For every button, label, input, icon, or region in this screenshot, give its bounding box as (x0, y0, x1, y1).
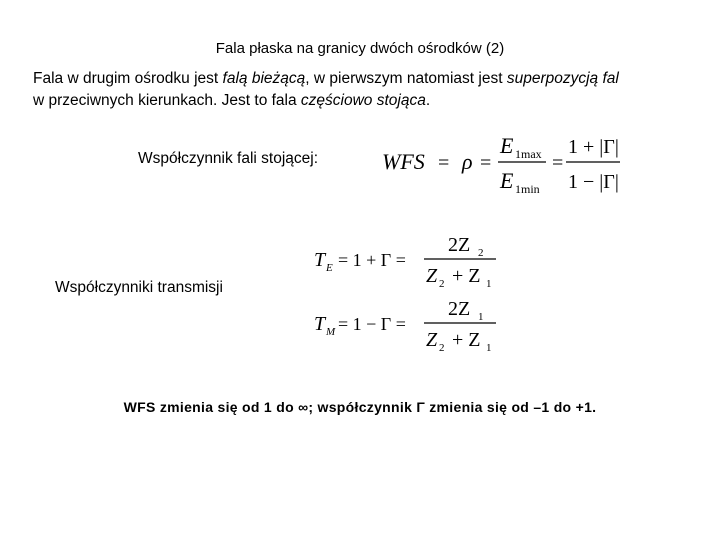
intro-emphasis: superpozycją fal (506, 70, 619, 87)
te-sub: E (326, 262, 333, 274)
wfs-formula (376, 128, 626, 198)
slide-title: Fala płaska na granicy dwóch ośrodków (2) (215, 40, 505, 57)
gamma-denominator: 1 − |Γ| (568, 171, 619, 193)
te-den-z2-sub: 2 (439, 278, 445, 290)
te-var: T (314, 249, 326, 271)
transmission-label: Współczynniki transmisji (55, 279, 223, 296)
tm-den-z2: Z (426, 329, 438, 351)
range-note: WFS zmienia się od 1 do ∞; współczynnik Γ zmienia się od –1 do +1. (123, 399, 597, 415)
tm-numerator-sub: 1 (478, 311, 484, 323)
rho-symbol: ρ (462, 149, 473, 174)
e-max-sub: 1max (515, 147, 542, 161)
intro-line-2 (33, 92, 718, 110)
equals-sign: = (480, 152, 492, 174)
intro-line-1 (33, 70, 718, 88)
te-den-z1: + Z (452, 265, 481, 287)
te-formula (310, 232, 510, 290)
gamma-numerator: 1 + |Γ| (568, 136, 619, 158)
tm-den-z2-sub: 2 (439, 342, 445, 354)
tm-den-z1: + Z (452, 329, 481, 351)
e-min-var: E (500, 168, 514, 193)
tm-var: T (314, 313, 326, 335)
e-max-var: E (500, 133, 514, 158)
te-den-z2: Z (426, 265, 438, 287)
tm-formula (310, 296, 510, 356)
intro-text: . (425, 92, 431, 109)
tm-numerator: 2Z (448, 298, 471, 320)
e-min-sub: 1min (515, 182, 540, 196)
te-middle: = 1 + Γ = (338, 250, 406, 270)
wfs-symbol: WFS (382, 149, 425, 174)
tm-sub: M (326, 326, 336, 338)
te-numerator-sub: 2 (478, 247, 484, 259)
intro-text: Fala w drugim ośrodku jest (33, 70, 223, 87)
te-numerator: 2Z (448, 234, 471, 256)
intro-emphasis: falą bieżącą (222, 70, 306, 87)
equals-sign: = (438, 152, 450, 174)
tm-den-z1-sub: 1 (486, 342, 492, 354)
wfs-label: Współczynnik fali stojącej: (138, 150, 319, 167)
equals-sign: = (552, 152, 564, 174)
te-den-z1-sub: 1 (486, 278, 492, 290)
intro-text: , w pierwszym natomiast jest (305, 70, 507, 87)
intro-text: w przeciwnych kierunkach. Jest to fala (33, 92, 301, 109)
intro-emphasis: częściowo stojąca (300, 92, 426, 109)
tm-middle: = 1 − Γ = (338, 314, 406, 334)
